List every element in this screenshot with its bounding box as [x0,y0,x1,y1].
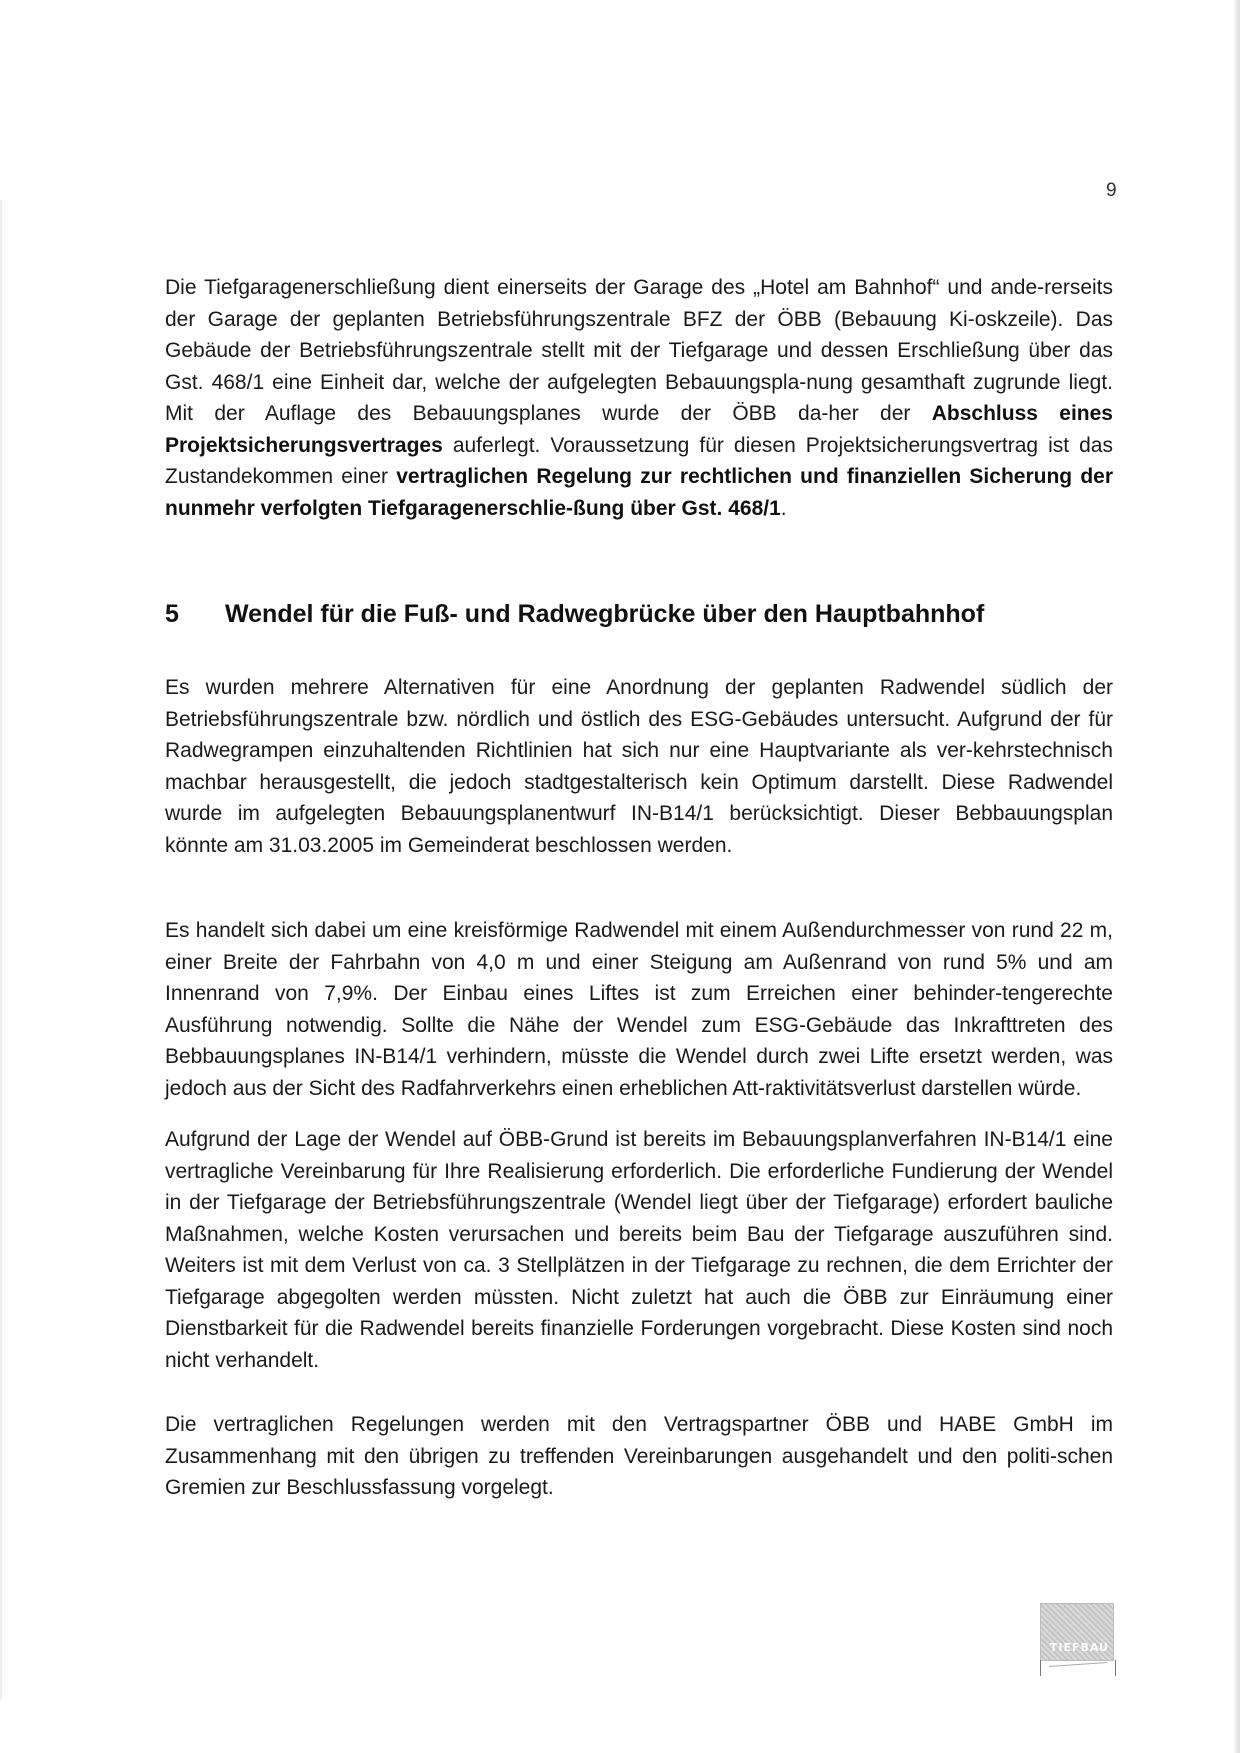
paragraph-text: auferlegt. Voraussetzung für diesen Projektsicherungsvertrag ist das Zustandekommen einer [165,433,1113,488]
bold-phrase-projektsicherungsvertrag: Abschluss eines Projektsicherungsvertrages [165,402,1113,457]
paragraph-tiefgarage [165,272,1113,524]
section-number: 5 [165,600,179,628]
tiefbau-stamp-logo [1040,1603,1114,1661]
paragraph-vertragliche-regelungen: Die vertraglichen Regelungen werden mit den Vertragspartner ÖBB und HABE GmbH im Zusammenhang mit den übrigen zu treffenden Vereinbarungen ausgehandelt und den politi-schen Gremien zur Beschlussfassung vorgelegt. [165,1413,1113,1499]
signature-mark [1040,1660,1116,1676]
paragraph-alternativen: Es wurden mehrere Alternativen für eine Anordnung der geplanten Radwendel südlich der Betriebsführungszentrale bzw. nördlich und östlich des ESG-Gebäudes untersucht. Aufgrund der für Radwegrampen einzuhaltenden Richtlinien hat sich nur eine Hauptvariante als ver-kehrstechnisch machbar herausgestellt, die jedoch stadtgestalterisch kein Optimum darstellt. Diese Radwendel wurde im aufgelegten Bebauungsplanentwurf IN-B14/1 berücksichtigt. Dieser Bebbauungsplan könnte am 31.03.2005 im Gemeinderat beschlossen werden. [165,676,1113,857]
stamp-label: TIEFBAU [1049,1641,1109,1654]
paragraph-text: . [780,496,787,520]
scan-edge-right [1234,0,1240,1753]
paragraph-text: Die Tiefgaragenerschließung dient einerseits der Garage des „Hotel am Bahnhof“ und ande-rerseits der Garage der geplanten Betriebsführungszentrale BFZ der ÖBB (Bebauung Ki-oskzeile). Das Gebäude der Betriebsführungszentrale stellt mit der Tiefgarage und dessen Erschließung über das Gst. 468/1 eine Einheit dar, welche der aufgelegten Bebauungspla-nung gesamthaft zugrunde liegt. Mit der Auflage des Bebauungsplanes wurde der ÖBB da-her der [165,276,1113,425]
paragraph-oebb-grund: Aufgrund der Lage der Wendel auf ÖBB-Grund ist bereits im Bebauungsplanverfahren IN-B14/1 eine vertragliche Vereinbarung für Ihre Realisierung erforderlich. Die erforderliche Fundierung der Wendel in der Tiefgarage der Betriebsführungszentrale (Wendel liegt über der Tiefgarage) erfordert bauliche Maßnahmen, welche Kosten verursachen und bereits beim Bau der Tiefgarage auszuführen sind. Weiters ist mit dem Verlust von ca. 3 Stellplätzen in der Tiefgarage zu rechnen, die dem Errichter der Tiefgarage abgegolten werden müssten. Nicht zuletzt hat auch die ÖBB zur Einräumung einer Dienstbarkeit für die Radwendel bereits finanzielle Forderungen vorgebracht. Diese Kosten sind noch nicht verhandelt. [165,1128,1113,1372]
section-heading [165,600,1125,629]
section-title: Wendel für die Fuß- und Radwegbrücke über den Hauptbahnhof [225,600,985,628]
scan-edge-left [0,200,2,1700]
page-number: 9 [1106,180,1117,201]
bold-phrase-vertragliche-regelung: vertraglichen Regelung zur rechtlichen und finanziellen Sicherung der nunmehr verfolgten Tiefgaragenerschlie-ßung über Gst. 468/1 [165,465,1113,520]
paragraph-radwendel-beschreibung: Es handelt sich dabei um eine kreisförmige Radwendel mit einem Außendurchmesser von rund 22 m, einer Breite der Fahrbahn von 4,0 m und einer Steigung am Außenrand von rund 5% und am Innenrand von 7,9%. Der Einbau eines Liftes ist zum Erreichen einer behinder-tengerechte Ausführung notwendig. Sollte die Nähe der Wendel zum ESG-Gebäude das Inkrafttreten des Bebbauungsplanes IN-B14/1 verhindern, müsste die Wendel durch zwei Lifte ersetzt werden, was jedoch aus der Sicht des Radfahrverkehrs einen erheblichen Att-raktivitätsverlust darstellen würde. [165,919,1113,1100]
